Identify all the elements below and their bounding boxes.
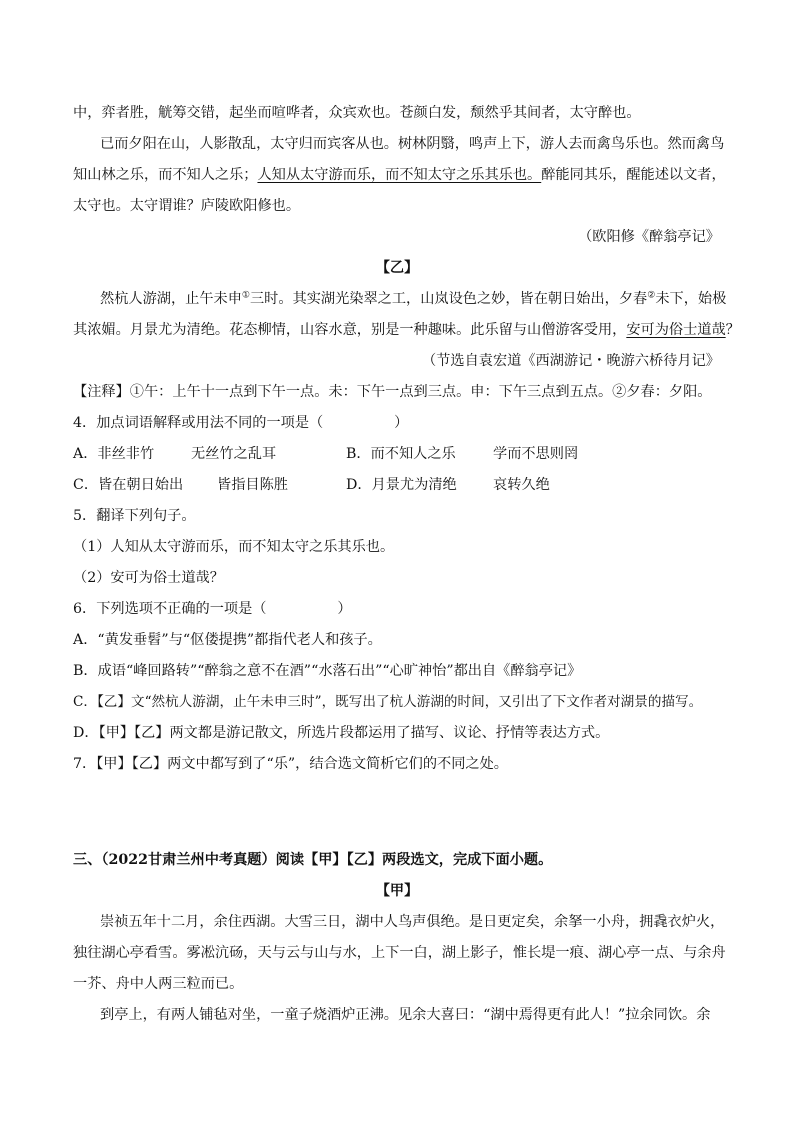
q4-option-c-1: C．皆在朝日始出: [73, 477, 184, 493]
question-5-1: （1）人知从太守游而乐，而不知太守之乐其乐也。: [73, 539, 395, 555]
question-6-option-d: D．【甲】【乙】两文都是游记散文，所选片段都运用了描写、议论、抒情等表达方式。: [73, 725, 610, 741]
section-3-line-4: 到亭上，有两人铺毡对坐，一童子烧酒炉正沸。见余大喜曰：“湖中焉得更有此人！”拉余同饮。余: [100, 1007, 711, 1023]
section-3-line-3: 一芥、舟中人两三粒而已。: [73, 976, 244, 992]
q4-option-d-2: 哀转久绝: [493, 477, 550, 493]
footnote-marker-2: ②: [647, 290, 656, 301]
question-4: 4．加点词语解释或用法不同的一项是（ ）: [73, 415, 409, 431]
yi-line-1: [100, 289, 727, 309]
q4-option-b-2: 学而不思则罔: [493, 446, 579, 462]
question-4-options-cd: [73, 475, 721, 495]
question-6-option-a: A．“黄发垂髫”与“伛偻提携”都指代老人和孩子。: [73, 632, 382, 648]
q4-option-c-2: 皆指目陈胜: [217, 477, 288, 493]
section-3-jia-heading: 【甲】: [375, 883, 419, 899]
section-3-line-1: 崇祯五年十二月，余住西湖。大雪三日，湖中人鸟声俱绝。是日更定矣，余拏一小舟，拥毳衣炉火，: [100, 914, 725, 930]
section-3-heading: 三、（2022甘肃兰州中考真题）阅读【甲】【乙】两段选文，完成下面小题。: [73, 852, 553, 868]
jia-line-3-a: 知山林之乐，而不知人之乐；: [73, 167, 258, 183]
jia-underlined-sentence: 人知从太守游而乐，而不知太守之乐其乐也。: [257, 167, 542, 183]
yi-line-2-b: ？: [725, 322, 740, 338]
q4-option-b-1: B．而不知人之乐: [346, 446, 456, 462]
yi-line-1-c: 未下，始极: [655, 291, 727, 307]
question-6: 6．下列选项不正确的一项是（ ）: [73, 601, 352, 617]
question-7: 7．【甲】【乙】两文中都写到了“乐”，结合选文简析它们的不同之处。: [73, 756, 508, 772]
yi-line-2: [73, 320, 740, 340]
question-6-option-b: B．成语“峰回路转”“醉翁之意不在酒”“水落石出”“心旷神怡”都出自《醉翁亭记》: [73, 663, 582, 679]
yi-source: （节选自袁宏道《西湖游记・晚游六桥待月记》: [422, 353, 720, 369]
question-6-option-c: C．【乙】文“然杭人游湖，止午未申三时”，既写出了杭人游湖的时间，又引出了下文作者对湖景的描写。: [73, 694, 703, 710]
q4-option-a-2: 无丝竹之乱耳: [191, 446, 277, 462]
section-3-line-2: 独往湖心亭看雪。雾凇沆砀，天与云与山与水，上下一白，湖上影子，惟长堤一痕、湖心亭一点、与余舟: [73, 945, 726, 961]
yi-notes: 【注释】①午：上午十一点到下午一点。未：下午一点到三点。申：下午三点到五点。②夕春：夕阳。: [73, 384, 712, 400]
jia-source: （欧阳修《醉翁亭记》: [578, 229, 720, 245]
jia-line-4: 太守也。太守谓谁？庐陵欧阳修也。: [73, 198, 301, 214]
jia-line-1: 中，弈者胜，觥筹交错，起坐而喧哗者，众宾欢也。苍颜白发，颓然乎其间者，太守醉也。: [73, 105, 641, 121]
yi-line-2-a: 其浓媚。月景尤为清绝。花态柳情，山容水意，别是一种趣味。此乐留与山僧游客受用，: [73, 322, 627, 338]
question-5: 5．翻译下列句子。: [73, 508, 196, 524]
jia-line-2: 已而夕阳在山，人影散乱，太守归而宾客从也。树林阴翳，鸣声上下，游人去而禽鸟乐也。然而禽鸟: [100, 136, 725, 152]
yi-underlined-sentence: 安可为俗士道哉: [626, 322, 726, 338]
footnote-marker-1: ①: [241, 290, 250, 301]
jia-line-3-b: 醉能同其乐，醒能述以文者，: [541, 167, 726, 183]
jia-line-3: [73, 165, 726, 185]
q4-option-d-1: D．月景尤为清绝: [346, 477, 457, 493]
yi-line-1-a: 然杭人游湖，止午未申: [100, 291, 242, 307]
question-4-options-ab: [73, 444, 721, 464]
q4-option-a-1: A．非丝非竹: [73, 446, 155, 462]
yi-line-1-b: 三时。其实湖光染翠之工，山岚设色之妙，皆在朝日始出，夕春: [249, 291, 648, 307]
yi-heading: 【乙】: [375, 260, 419, 276]
question-5-2: （2）安可为俗士道哉？: [73, 570, 224, 586]
